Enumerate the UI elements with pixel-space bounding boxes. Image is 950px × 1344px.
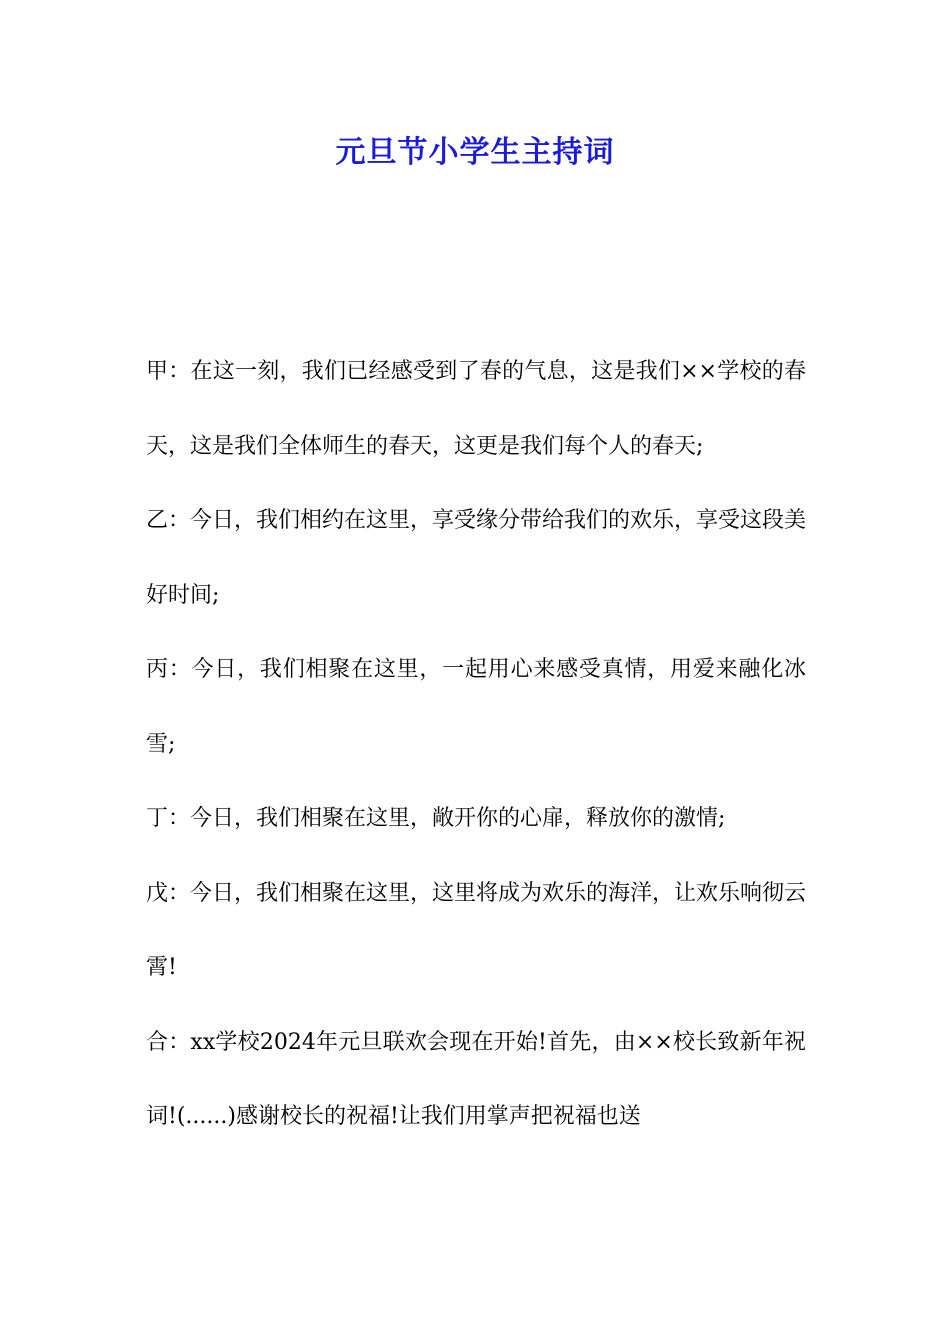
paragraph-yi: 乙：今日，我们相约在这里，享受缘分带给我们的欢乐，享受这段美好时间;	[146, 508, 807, 608]
paragraph-bing: 丙：今日，我们相聚在这里，一起用心来感受真情，用爱来融化冰雪;	[146, 657, 806, 757]
document-title: 元旦节小学生主持词	[335, 135, 615, 170]
paragraph-ding: 丁：今日，我们相聚在这里，敞开你的心扉，释放你的激情;	[146, 806, 726, 831]
paragraph-jia: 甲：在这一刻，我们已经感受到了春的气息，这是我们××学校的春天，这是我们全体师生的春天，这更是我们每个人的春天;	[146, 359, 806, 459]
paragraph-he: 合：xx学校2024年元旦联欢会现在开始!首先，由××校长致新年祝词!(......)感谢校长的祝福!让我们用掌声把祝福也送	[146, 1029, 806, 1129]
document-body	[146, 335, 806, 1155]
paragraph-wu: 戊：今日，我们相聚在这里，这里将成为欢乐的海洋，让欢乐响彻云霄!	[146, 880, 807, 980]
